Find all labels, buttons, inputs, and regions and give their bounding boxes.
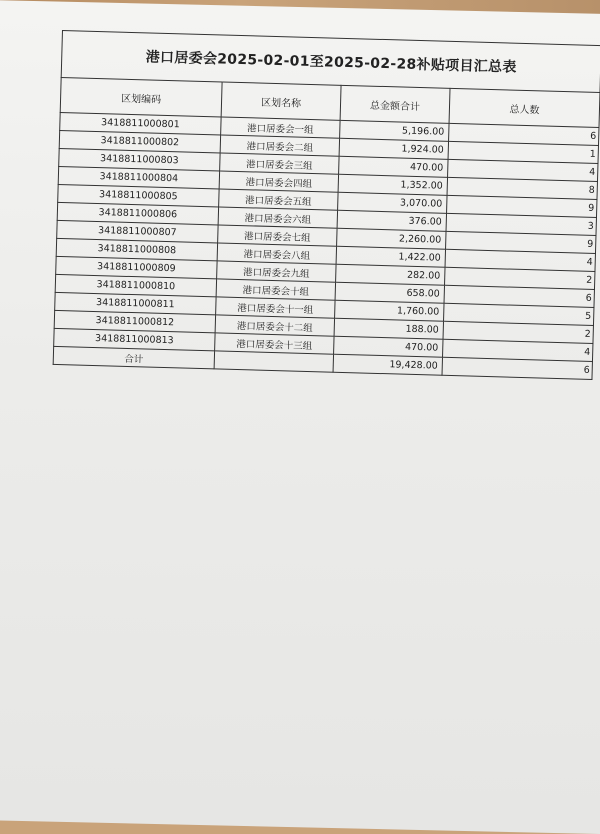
summary-document bbox=[53, 30, 600, 380]
cell-amount: 658.00 bbox=[335, 282, 444, 303]
cell-amount: 5,196.00 bbox=[340, 120, 449, 141]
cell-people: 2 bbox=[443, 321, 593, 343]
cell-code: 3418811000802 bbox=[59, 130, 220, 152]
cell-code: 3418811000808 bbox=[56, 238, 217, 260]
cell-people: 9 bbox=[447, 195, 597, 217]
cell-code: 3418811000805 bbox=[58, 184, 219, 206]
cell-name: 港口居委会七组 bbox=[218, 225, 337, 246]
summary-table bbox=[53, 77, 600, 380]
cell-amount: 1,924.00 bbox=[339, 138, 448, 159]
cell-name: 港口居委会十一组 bbox=[216, 297, 335, 318]
cell-name: 港口居委会四组 bbox=[219, 171, 338, 192]
cell-name: 港口居委会二组 bbox=[220, 135, 339, 156]
cell-amount: 188.00 bbox=[334, 318, 443, 339]
cell-name: 港口居委会十二组 bbox=[215, 315, 334, 336]
cell-code: 3418811000804 bbox=[58, 166, 219, 188]
cell-name: 港口居委会一组 bbox=[221, 117, 340, 138]
cell-amount: 1,352.00 bbox=[338, 174, 447, 195]
cell-name: 港口居委会六组 bbox=[218, 207, 337, 228]
cell-amount: 2,260.00 bbox=[337, 228, 446, 249]
cell-amount: 470.00 bbox=[334, 336, 443, 357]
cell-amount: 1,760.00 bbox=[335, 300, 444, 321]
cell-people: 3 bbox=[446, 213, 596, 235]
cell-amount: 1,422.00 bbox=[336, 246, 445, 267]
total-people: 6 bbox=[442, 357, 592, 379]
header-code: 区划编码 bbox=[60, 77, 222, 116]
cell-people: 5 bbox=[444, 303, 594, 325]
cell-code: 3418811000801 bbox=[60, 112, 221, 134]
cell-amount: 3,070.00 bbox=[338, 192, 447, 213]
cell-name: 港口居委会五组 bbox=[219, 189, 338, 210]
header-name: 区划名称 bbox=[221, 82, 341, 120]
cell-name: 港口居委会三组 bbox=[220, 153, 339, 174]
cell-people: 6 bbox=[449, 123, 599, 145]
cell-code: 3418811000809 bbox=[56, 256, 217, 278]
cell-people: 6 bbox=[444, 285, 594, 307]
cell-people: 9 bbox=[446, 231, 596, 253]
cell-code: 3418811000811 bbox=[55, 292, 216, 314]
cell-people: 4 bbox=[448, 159, 598, 181]
header-people: 总人数 bbox=[449, 88, 600, 127]
cell-name: 港口居委会八组 bbox=[217, 243, 336, 264]
total-label: 合计 bbox=[53, 346, 214, 368]
cell-people: 1 bbox=[448, 141, 598, 163]
cell-code: 3418811000806 bbox=[57, 202, 218, 224]
total-amount: 19,428.00 bbox=[333, 354, 442, 375]
total-name-empty bbox=[214, 351, 333, 372]
document-title: 港口居委会2025-02-01至2025-02-28补贴项目汇总表 bbox=[61, 30, 600, 92]
cell-code: 3418811000812 bbox=[54, 310, 215, 332]
cell-people: 4 bbox=[443, 339, 593, 361]
cell-name: 港口居委会十三组 bbox=[215, 333, 334, 354]
cell-people: 2 bbox=[445, 267, 595, 289]
header-amount: 总金额合计 bbox=[340, 85, 450, 123]
cell-people: 8 bbox=[447, 177, 597, 199]
cell-amount: 376.00 bbox=[337, 210, 446, 231]
cell-name: 港口居委会十组 bbox=[216, 279, 335, 300]
cell-people: 4 bbox=[445, 249, 595, 271]
cell-amount: 470.00 bbox=[339, 156, 448, 177]
cell-amount: 282.00 bbox=[336, 264, 445, 285]
cell-code: 3418811000803 bbox=[59, 148, 220, 170]
cell-code: 3418811000810 bbox=[55, 274, 216, 296]
cell-code: 3418811000813 bbox=[54, 328, 215, 350]
cell-name: 港口居委会九组 bbox=[217, 261, 336, 282]
cell-code: 3418811000807 bbox=[57, 220, 218, 242]
